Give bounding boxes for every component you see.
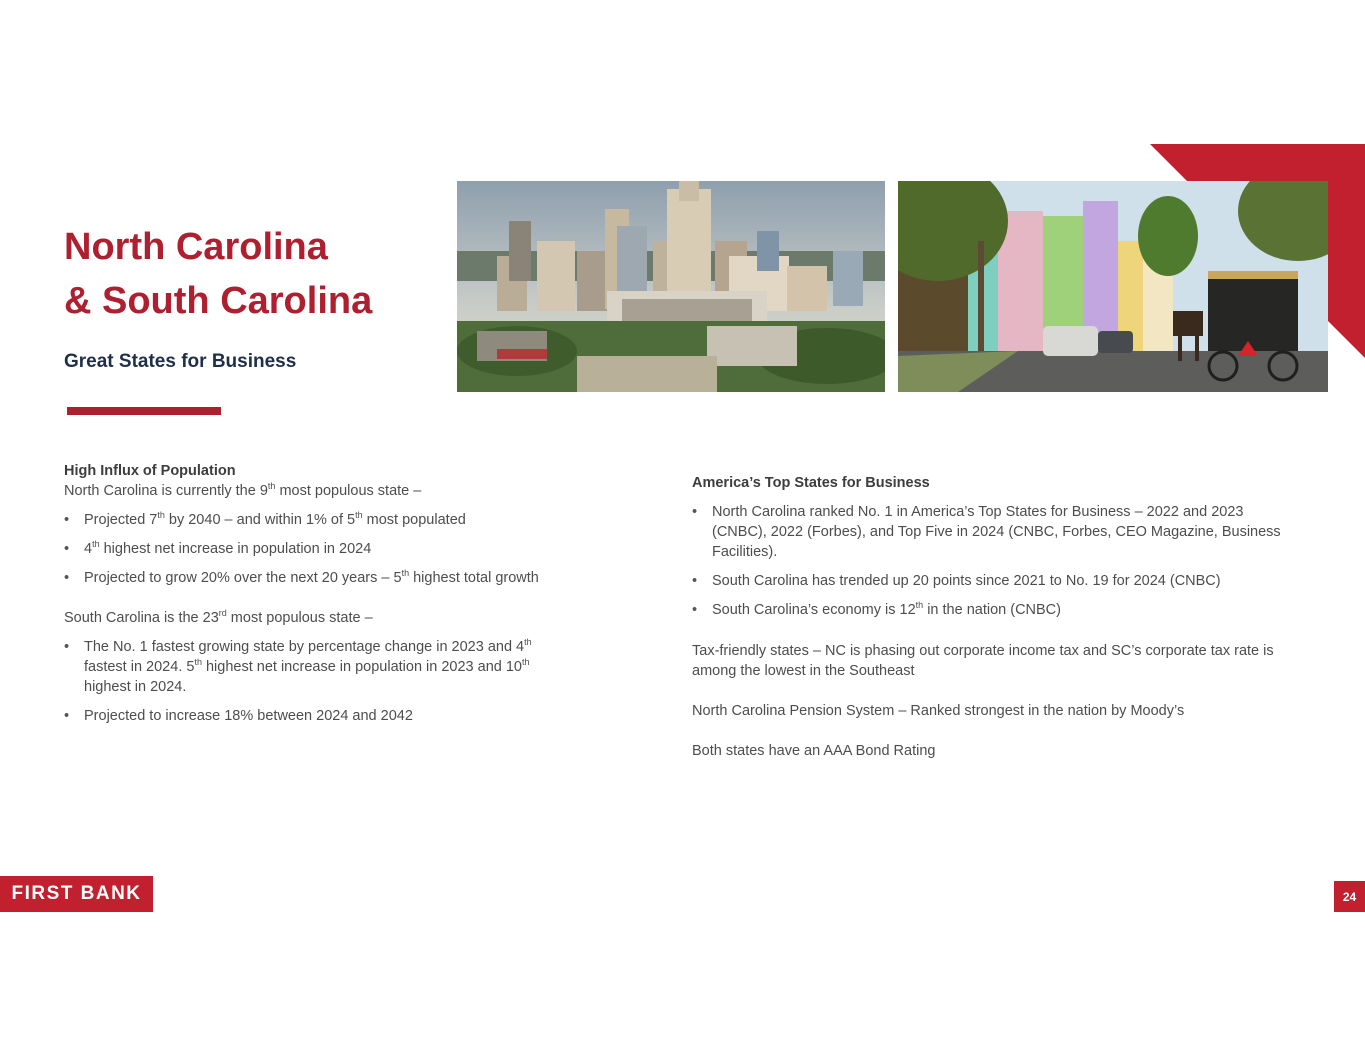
bond-paragraph: Both states have an AAA Bond Rating <box>692 743 936 759</box>
list-item: • Projected to increase 18% between 2024 and 2042 <box>64 706 564 726</box>
population-heading: High Influx of Population <box>64 463 236 479</box>
list-item: • The No. 1 fastest growing state by percentage change in 2023 and 4th fastest in 2024. 5th highest net increase in population in 2023 and 10th highest in 2024. <box>64 637 564 697</box>
list-item: • Projected 7th by 2040 – and within 1% of 5th most populated <box>64 510 564 530</box>
list-item: • Projected to grow 20% over the next 20 years – 5th highest total growth <box>64 568 564 588</box>
sc-bullet-list <box>64 637 564 726</box>
list-item: • South Carolina has trended up 20 points since 2021 to No. 19 for 2024 (CNBC) <box>692 571 1282 591</box>
sc-intro: South Carolina is the 23rd most populous state – <box>64 608 373 626</box>
first-bank-logo: FIRST BANK <box>0 876 153 912</box>
list-item: • South Carolina’s economy is 12th in the nation (CNBC) <box>692 600 1282 620</box>
business-bullet-list <box>692 502 1282 620</box>
page-number: 24 <box>1334 881 1365 912</box>
population-section <box>64 461 564 735</box>
list-item: • 4th highest net increase in population in 2024 <box>64 539 564 559</box>
pension-paragraph: North Carolina Pension System – Ranked strongest in the nation by Moody’s <box>692 703 1185 719</box>
title-underline <box>67 407 221 415</box>
charleston-street-photo <box>898 181 1328 392</box>
title-line-1: North Carolina <box>64 226 328 268</box>
list-item: • North Carolina ranked No. 1 in America’s Top States for Business – 2022 and 2023 (CNBC), 2022 (Forbes), and Top Five in 2024 (CNBC, Forbes, CEO Magazine, Business Facilities). <box>692 502 1282 562</box>
tax-paragraph: Tax-friendly states – NC is phasing out corporate income tax and SC’s corporate tax rate is among the lowest in the Southeast <box>692 643 1274 679</box>
nc-bullet-list <box>64 510 564 588</box>
business-section <box>692 473 1282 761</box>
page-title <box>64 220 372 328</box>
nc-intro: North Carolina is currently the 9th most populous state – <box>64 481 422 499</box>
business-heading: America’s Top States for Business <box>692 475 930 491</box>
title-line-2: & South Carolina <box>64 280 373 322</box>
raleigh-skyline-photo <box>457 181 885 392</box>
page-subtitle: Great States for Business <box>64 351 297 372</box>
